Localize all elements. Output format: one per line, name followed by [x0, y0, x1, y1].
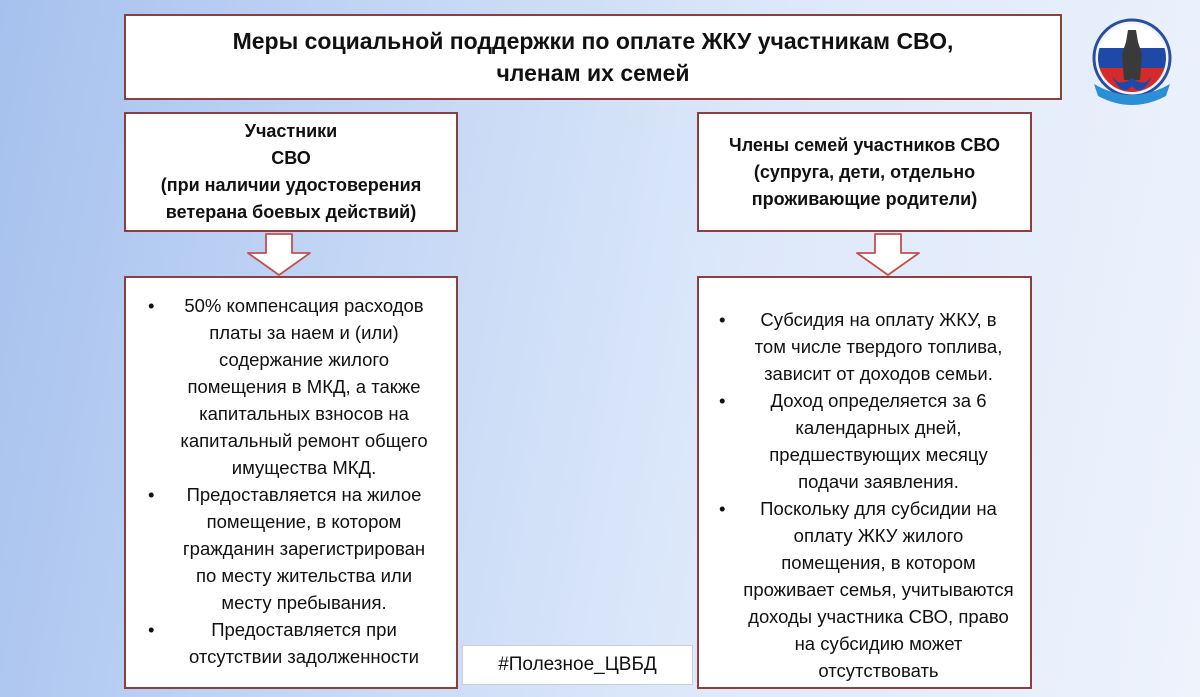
- left-header-box: [124, 112, 458, 232]
- title-line-1: Меры социальной поддержки по оплате ЖКУ участникам СВО,: [232, 28, 954, 54]
- left-header-line: ветерана боевых действий): [165, 202, 417, 222]
- left-header-line: (при наличии удостоверения: [160, 175, 422, 195]
- list-item: • Субсидия на оплату ЖКУ, в том числе твердого топлива, зависит от доходов семьи.: [719, 306, 1014, 387]
- list-item: • Предоставляется при отсутствии задолженности: [148, 616, 434, 670]
- right-bullet-list: [699, 278, 1030, 684]
- list-item: • Поскольку для субсидии на оплату ЖКУ жилого помещения, в котором проживает семья, учитываются доходы участника СВО, право на субсидию может отсутствовать: [719, 495, 1014, 684]
- title-box: [124, 14, 1062, 100]
- list-item: • Доход определяется за 6 календарных дней, предшествующих месяцу подачи заявления.: [719, 387, 1014, 495]
- list-item: • 50% компенсация расходов платы за наем и (или) содержание жилого помещения в МКД, а также капитальных взносов на капитальный ремонт общего имущества МКД.: [148, 292, 434, 481]
- title-line-2: членам их семей: [496, 60, 690, 86]
- organization-emblem-icon: [1082, 14, 1182, 114]
- right-header-box: [697, 112, 1032, 232]
- right-down-arrow-icon: [855, 233, 921, 277]
- right-header-line: (супруга, дети, отдельно: [753, 161, 976, 182]
- left-down-arrow-icon: [246, 233, 312, 277]
- right-list-box: [697, 276, 1032, 689]
- right-header-line: Члены семей участников СВО: [729, 134, 1000, 155]
- left-list-box: [124, 276, 458, 689]
- list-item: • Предоставляется на жилое помещение, в котором гражданин зарегистрирован по месту жительства или месту пребывания.: [148, 481, 434, 616]
- left-bullet-list: [126, 278, 456, 670]
- hashtag-label: #Полезное_ЦВБД: [462, 645, 693, 685]
- right-header-line: проживающие родители): [751, 188, 978, 209]
- left-header-line: СВО: [271, 148, 311, 168]
- left-header-line: Участники: [244, 121, 338, 141]
